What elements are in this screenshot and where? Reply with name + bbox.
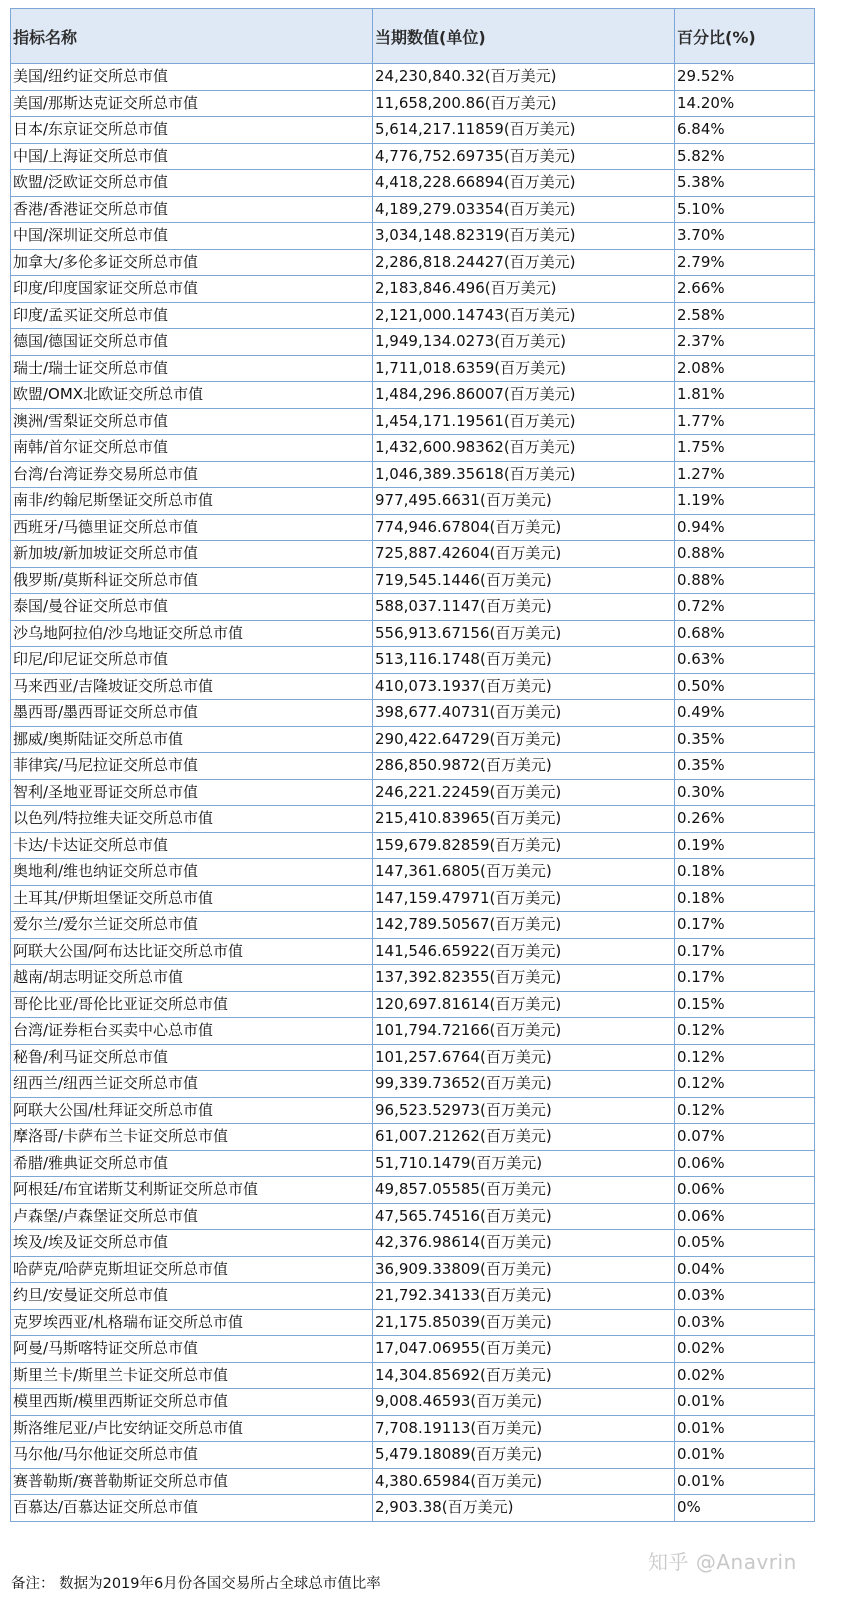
cell-percentage: 0.12% — [675, 1044, 815, 1071]
cell-indicator-name: 挪威/奥斯陆证交所总市值 — [11, 726, 373, 753]
cell-indicator-name: 希腊/雅典证交所总市值 — [11, 1150, 373, 1177]
table-row — [11, 64, 815, 91]
cell-value: 96,523.52973(百万美元) — [373, 1097, 675, 1124]
table-row — [11, 965, 815, 992]
cell-percentage: 5.38% — [675, 170, 815, 197]
cell-percentage: 0.06% — [675, 1203, 815, 1230]
cell-value: 147,361.6805(百万美元) — [373, 859, 675, 886]
cell-percentage: 0.68% — [675, 620, 815, 647]
cell-percentage: 2.58% — [675, 302, 815, 329]
cell-value: 101,257.6764(百万美元) — [373, 1044, 675, 1071]
cell-percentage: 0.01% — [675, 1389, 815, 1416]
cell-indicator-name: 西班牙/马德里证交所总市值 — [11, 514, 373, 541]
cell-indicator-name: 哈萨克/哈萨克斯坦证交所总市值 — [11, 1256, 373, 1283]
cell-value: 99,339.73652(百万美元) — [373, 1071, 675, 1098]
cell-indicator-name: 中国/上海证交所总市值 — [11, 143, 373, 170]
cell-indicator-name: 南非/约翰尼斯堡证交所总市值 — [11, 488, 373, 515]
table-row — [11, 1177, 815, 1204]
table-row — [11, 435, 815, 462]
cell-percentage: 0.02% — [675, 1362, 815, 1389]
cell-value: 141,546.65922(百万美元) — [373, 938, 675, 965]
cell-percentage: 0.06% — [675, 1150, 815, 1177]
cell-percentage: 0% — [675, 1495, 815, 1522]
market-cap-table — [10, 8, 815, 1522]
table-row — [11, 382, 815, 409]
table-row — [11, 541, 815, 568]
cell-value: 49,857.05585(百万美元) — [373, 1177, 675, 1204]
table-row — [11, 408, 815, 435]
table-row — [11, 912, 815, 939]
cell-indicator-name: 泰国/曼谷证交所总市值 — [11, 594, 373, 621]
cell-indicator-name: 阿联大公国/阿布达比证交所总市值 — [11, 938, 373, 965]
cell-percentage: 2.37% — [675, 329, 815, 356]
table-row — [11, 1203, 815, 1230]
cell-value: 14,304.85692(百万美元) — [373, 1362, 675, 1389]
cell-percentage: 0.49% — [675, 700, 815, 727]
cell-percentage: 5.82% — [675, 143, 815, 170]
cell-percentage: 0.12% — [675, 1097, 815, 1124]
cell-percentage: 0.17% — [675, 938, 815, 965]
cell-indicator-name: 新加坡/新加坡证交所总市值 — [11, 541, 373, 568]
footnote: 备注： 数据为2019年6月份各国交易所占全球总市值比率 — [11, 1576, 381, 1592]
cell-indicator-name: 中国/深圳证交所总市值 — [11, 223, 373, 250]
cell-indicator-name: 阿根廷/布宜诺斯艾利斯证交所总市值 — [11, 1177, 373, 1204]
cell-indicator-name: 爱尔兰/爱尔兰证交所总市值 — [11, 912, 373, 939]
table-body — [11, 64, 815, 1522]
cell-value: 101,794.72166(百万美元) — [373, 1018, 675, 1045]
cell-value: 1,046,389.35618(百万美元) — [373, 461, 675, 488]
cell-value: 5,614,217.11859(百万美元) — [373, 117, 675, 144]
table-row — [11, 567, 815, 594]
cell-value: 42,376.98614(百万美元) — [373, 1230, 675, 1257]
cell-value: 398,677.40731(百万美元) — [373, 700, 675, 727]
cell-value: 719,545.1446(百万美元) — [373, 567, 675, 594]
table-row — [11, 938, 815, 965]
table-row — [11, 117, 815, 144]
cell-value: 1,711,018.6359(百万美元) — [373, 355, 675, 382]
cell-indicator-name: 百慕达/百慕达证交所总市值 — [11, 1495, 373, 1522]
cell-percentage: 0.15% — [675, 991, 815, 1018]
table-row — [11, 461, 815, 488]
table-row — [11, 991, 815, 1018]
cell-percentage: 0.50% — [675, 673, 815, 700]
cell-value: 977,495.6631(百万美元) — [373, 488, 675, 515]
cell-indicator-name: 加拿大/多伦多证交所总市值 — [11, 249, 373, 276]
cell-value: 147,159.47971(百万美元) — [373, 885, 675, 912]
table-header-row — [11, 9, 815, 64]
table-row — [11, 594, 815, 621]
cell-indicator-name: 香港/香港证交所总市值 — [11, 196, 373, 223]
table-row — [11, 1495, 815, 1522]
cell-percentage: 14.20% — [675, 90, 815, 117]
cell-indicator-name: 越南/胡志明证交所总市值 — [11, 965, 373, 992]
cell-value: 120,697.81614(百万美元) — [373, 991, 675, 1018]
cell-indicator-name: 澳洲/雪梨证交所总市值 — [11, 408, 373, 435]
cell-indicator-name: 约旦/安曼证交所总市值 — [11, 1283, 373, 1310]
cell-percentage: 0.35% — [675, 753, 815, 780]
cell-value: 246,221.22459(百万美元) — [373, 779, 675, 806]
cell-indicator-name: 土耳其/伊斯坦堡证交所总市值 — [11, 885, 373, 912]
table-row — [11, 1097, 815, 1124]
cell-indicator-name: 印度/孟买证交所总市值 — [11, 302, 373, 329]
cell-percentage: 0.19% — [675, 832, 815, 859]
cell-value: 5,479.18089(百万美元) — [373, 1442, 675, 1469]
table-row — [11, 1044, 815, 1071]
cell-value: 4,776,752.69735(百万美元) — [373, 143, 675, 170]
cell-percentage: 1.81% — [675, 382, 815, 409]
cell-value: 1,484,296.86007(百万美元) — [373, 382, 675, 409]
cell-indicator-name: 摩洛哥/卡萨布兰卡证交所总市值 — [11, 1124, 373, 1151]
cell-indicator-name: 瑞士/瑞士证交所总市值 — [11, 355, 373, 382]
cell-indicator-name: 菲律宾/马尼拉证交所总市值 — [11, 753, 373, 780]
cell-value: 4,418,228.66894(百万美元) — [373, 170, 675, 197]
table-row — [11, 355, 815, 382]
table-row — [11, 700, 815, 727]
cell-percentage: 0.02% — [675, 1336, 815, 1363]
cell-value: 137,392.82355(百万美元) — [373, 965, 675, 992]
table-row — [11, 673, 815, 700]
cell-percentage: 29.52% — [675, 64, 815, 91]
cell-value: 51,710.1479(百万美元) — [373, 1150, 675, 1177]
cell-value: 588,037.1147(百万美元) — [373, 594, 675, 621]
cell-percentage: 0.12% — [675, 1071, 815, 1098]
table-row — [11, 620, 815, 647]
cell-value: 774,946.67804(百万美元) — [373, 514, 675, 541]
cell-indicator-name: 卡达/卡达证交所总市值 — [11, 832, 373, 859]
cell-percentage: 0.06% — [675, 1177, 815, 1204]
cell-indicator-name: 埃及/埃及证交所总市值 — [11, 1230, 373, 1257]
table-row — [11, 249, 815, 276]
table-row — [11, 1071, 815, 1098]
header-percentage: 百分比(%) — [675, 9, 815, 64]
cell-percentage: 0.01% — [675, 1415, 815, 1442]
cell-value: 11,658,200.86(百万美元) — [373, 90, 675, 117]
cell-percentage: 0.04% — [675, 1256, 815, 1283]
cell-percentage: 6.84% — [675, 117, 815, 144]
table-row — [11, 223, 815, 250]
cell-percentage: 0.88% — [675, 541, 815, 568]
cell-percentage: 1.19% — [675, 488, 815, 515]
cell-indicator-name: 台湾/台湾证券交易所总市值 — [11, 461, 373, 488]
cell-indicator-name: 沙乌地阿拉伯/沙乌地证交所总市值 — [11, 620, 373, 647]
cell-value: 215,410.83965(百万美元) — [373, 806, 675, 833]
cell-value: 142,789.50567(百万美元) — [373, 912, 675, 939]
table-row — [11, 276, 815, 303]
cell-indicator-name: 美国/那斯达克证交所总市值 — [11, 90, 373, 117]
cell-value: 410,073.1937(百万美元) — [373, 673, 675, 700]
cell-percentage: 0.30% — [675, 779, 815, 806]
table-row — [11, 806, 815, 833]
cell-percentage: 1.75% — [675, 435, 815, 462]
cell-indicator-name: 美国/纽约证交所总市值 — [11, 64, 373, 91]
cell-indicator-name: 智利/圣地亚哥证交所总市值 — [11, 779, 373, 806]
cell-indicator-name: 欧盟/泛欧证交所总市值 — [11, 170, 373, 197]
cell-indicator-name: 日本/东京证交所总市值 — [11, 117, 373, 144]
cell-percentage: 0.03% — [675, 1309, 815, 1336]
cell-value: 556,913.67156(百万美元) — [373, 620, 675, 647]
table-row — [11, 647, 815, 674]
table-row — [11, 832, 815, 859]
cell-indicator-name: 墨西哥/墨西哥证交所总市值 — [11, 700, 373, 727]
cell-percentage: 0.94% — [675, 514, 815, 541]
table-row — [11, 779, 815, 806]
table-row — [11, 1230, 815, 1257]
cell-indicator-name: 俄罗斯/莫斯科证交所总市值 — [11, 567, 373, 594]
cell-value: 7,708.19113(百万美元) — [373, 1415, 675, 1442]
cell-indicator-name: 哥伦比亚/哥伦比亚证交所总市值 — [11, 991, 373, 1018]
table-row — [11, 1150, 815, 1177]
cell-value: 3,034,148.82319(百万美元) — [373, 223, 675, 250]
table-row — [11, 1336, 815, 1363]
cell-value: 1,949,134.0273(百万美元) — [373, 329, 675, 356]
cell-indicator-name: 台湾/证券柜台买卖中心总市值 — [11, 1018, 373, 1045]
table-row — [11, 1256, 815, 1283]
cell-percentage: 0.63% — [675, 647, 815, 674]
cell-percentage: 0.26% — [675, 806, 815, 833]
table-row — [11, 859, 815, 886]
cell-percentage: 0.12% — [675, 1018, 815, 1045]
table-row — [11, 1362, 815, 1389]
header-current-value: 当期数值(单位) — [373, 9, 675, 64]
cell-value: 1,454,171.19561(百万美元) — [373, 408, 675, 435]
table-row — [11, 885, 815, 912]
cell-indicator-name: 欧盟/OMX北欧证交所总市值 — [11, 382, 373, 409]
table-row — [11, 1124, 815, 1151]
table-row — [11, 170, 815, 197]
cell-percentage: 0.01% — [675, 1442, 815, 1469]
cell-indicator-name: 马尔他/马尔他证交所总市值 — [11, 1442, 373, 1469]
cell-percentage: 2.08% — [675, 355, 815, 382]
cell-indicator-name: 南韩/首尔证交所总市值 — [11, 435, 373, 462]
cell-percentage: 3.70% — [675, 223, 815, 250]
cell-percentage: 0.18% — [675, 859, 815, 886]
cell-indicator-name: 秘鲁/利马证交所总市值 — [11, 1044, 373, 1071]
cell-value: 2,183,846.496(百万美元) — [373, 276, 675, 303]
table-row — [11, 753, 815, 780]
table-row — [11, 1442, 815, 1469]
table-row — [11, 143, 815, 170]
table-row — [11, 1309, 815, 1336]
table-row — [11, 514, 815, 541]
cell-value: 17,047.06955(百万美元) — [373, 1336, 675, 1363]
cell-indicator-name: 阿联大公国/杜拜证交所总市值 — [11, 1097, 373, 1124]
table-row — [11, 726, 815, 753]
cell-value: 9,008.46593(百万美元) — [373, 1389, 675, 1416]
cell-value: 21,792.34133(百万美元) — [373, 1283, 675, 1310]
table-row — [11, 1468, 815, 1495]
cell-value: 286,850.9872(百万美元) — [373, 753, 675, 780]
cell-indicator-name: 模里西斯/模里西斯证交所总市值 — [11, 1389, 373, 1416]
table-row — [11, 90, 815, 117]
cell-indicator-name: 纽西兰/纽西兰证交所总市值 — [11, 1071, 373, 1098]
cell-indicator-name: 马来西亚/吉隆坡证交所总市值 — [11, 673, 373, 700]
cell-indicator-name: 印度/印度国家证交所总市值 — [11, 276, 373, 303]
cell-value: 21,175.85039(百万美元) — [373, 1309, 675, 1336]
cell-percentage: 0.05% — [675, 1230, 815, 1257]
cell-percentage: 1.77% — [675, 408, 815, 435]
cell-value: 725,887.42604(百万美元) — [373, 541, 675, 568]
cell-percentage: 5.10% — [675, 196, 815, 223]
cell-percentage: 0.17% — [675, 912, 815, 939]
table-row — [11, 329, 815, 356]
cell-value: 24,230,840.32(百万美元) — [373, 64, 675, 91]
cell-value: 159,679.82859(百万美元) — [373, 832, 675, 859]
cell-indicator-name: 赛普勒斯/赛普勒斯证交所总市值 — [11, 1468, 373, 1495]
cell-percentage: 0.07% — [675, 1124, 815, 1151]
table-row — [11, 1389, 815, 1416]
cell-indicator-name: 印尼/印尼证交所总市值 — [11, 647, 373, 674]
cell-value: 61,007.21262(百万美元) — [373, 1124, 675, 1151]
watermark-text: 知乎 @Anavrin — [648, 1550, 797, 1574]
cell-value: 2,286,818.24427(百万美元) — [373, 249, 675, 276]
cell-value: 2,903.38(百万美元) — [373, 1495, 675, 1522]
cell-indicator-name: 阿曼/马斯喀特证交所总市值 — [11, 1336, 373, 1363]
table-row — [11, 1018, 815, 1045]
cell-value: 2,121,000.14743(百万美元) — [373, 302, 675, 329]
cell-percentage: 0.88% — [675, 567, 815, 594]
table-row — [11, 302, 815, 329]
cell-percentage: 2.79% — [675, 249, 815, 276]
cell-value: 513,116.1748(百万美元) — [373, 647, 675, 674]
cell-indicator-name: 卢森堡/卢森堡证交所总市值 — [11, 1203, 373, 1230]
cell-indicator-name: 以色列/特拉维夫证交所总市值 — [11, 806, 373, 833]
cell-value: 1,432,600.98362(百万美元) — [373, 435, 675, 462]
cell-value: 290,422.64729(百万美元) — [373, 726, 675, 753]
cell-value: 4,189,279.03354(百万美元) — [373, 196, 675, 223]
header-indicator-name: 指标名称 — [11, 9, 373, 64]
cell-percentage: 0.01% — [675, 1468, 815, 1495]
cell-percentage: 1.27% — [675, 461, 815, 488]
cell-indicator-name: 斯洛维尼亚/卢比安纳证交所总市值 — [11, 1415, 373, 1442]
cell-percentage: 0.03% — [675, 1283, 815, 1310]
cell-indicator-name: 德国/德国证交所总市值 — [11, 329, 373, 356]
cell-value: 4,380.65984(百万美元) — [373, 1468, 675, 1495]
cell-indicator-name: 克罗埃西亚/札格瑞布证交所总市值 — [11, 1309, 373, 1336]
table-row — [11, 196, 815, 223]
table-row — [11, 1283, 815, 1310]
cell-percentage: 0.18% — [675, 885, 815, 912]
cell-percentage: 0.17% — [675, 965, 815, 992]
table-row — [11, 1415, 815, 1442]
cell-value: 36,909.33809(百万美元) — [373, 1256, 675, 1283]
cell-indicator-name: 斯里兰卡/斯里兰卡证交所总市值 — [11, 1362, 373, 1389]
table-row — [11, 488, 815, 515]
cell-percentage: 0.72% — [675, 594, 815, 621]
cell-percentage: 0.35% — [675, 726, 815, 753]
cell-indicator-name: 奥地利/维也纳证交所总市值 — [11, 859, 373, 886]
cell-value: 47,565.74516(百万美元) — [373, 1203, 675, 1230]
cell-percentage: 2.66% — [675, 276, 815, 303]
